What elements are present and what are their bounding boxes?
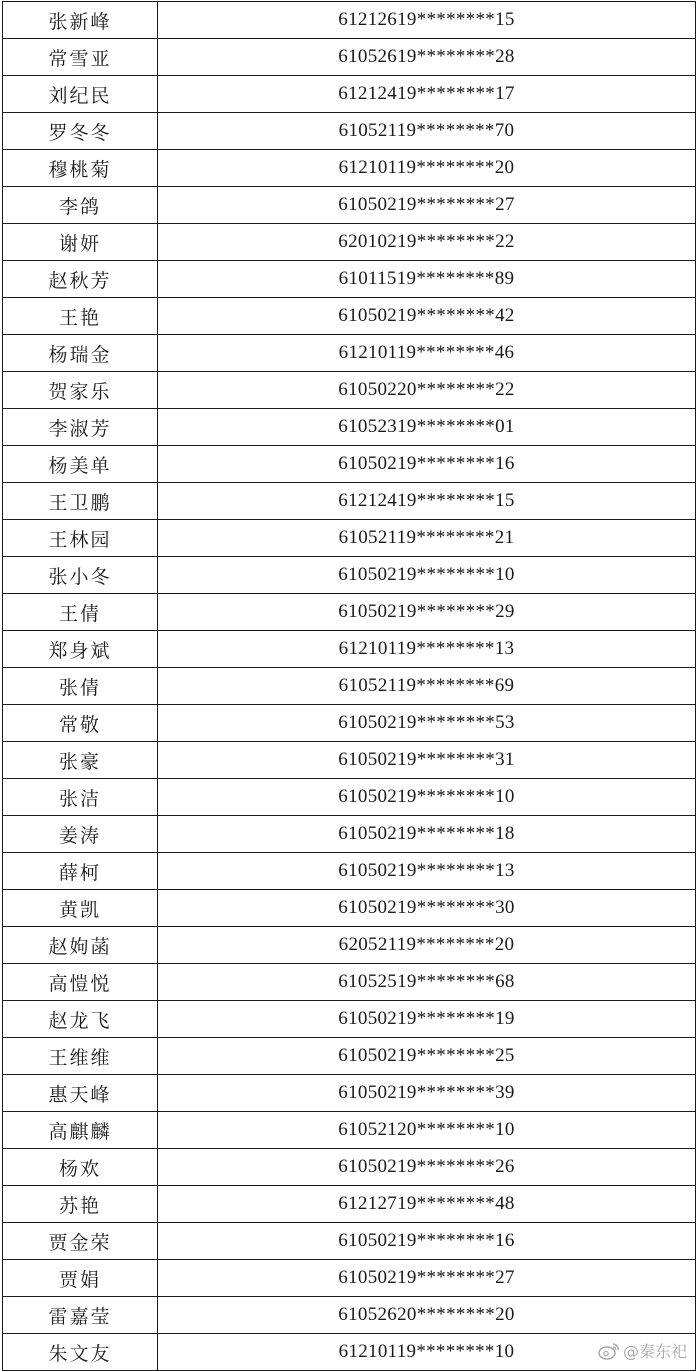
id-number-cell: 61050219********16 — [158, 1223, 696, 1260]
id-number-cell: 61050219********27 — [158, 187, 696, 224]
id-number-cell: 61210119********10 — [158, 1334, 696, 1371]
id-number-cell: 61050219********26 — [158, 1149, 696, 1186]
name-cell: 李鸽 — [3, 187, 158, 224]
name-cell: 高麒麟 — [3, 1112, 158, 1149]
table-row — [3, 298, 696, 335]
table-row — [3, 1297, 696, 1334]
id-number-cell: 62010219********22 — [158, 224, 696, 261]
name-cell: 王倩 — [3, 594, 158, 631]
name-cell: 王林园 — [3, 520, 158, 557]
id-number-cell: 61210119********46 — [158, 335, 696, 372]
table-row — [3, 409, 696, 446]
table-row — [3, 927, 696, 964]
name-cell: 谢妍 — [3, 224, 158, 261]
id-number-cell: 61050219********19 — [158, 1001, 696, 1038]
table-row — [3, 779, 696, 816]
table-row — [3, 705, 696, 742]
table-row — [3, 1038, 696, 1075]
id-number-cell: 61212419********17 — [158, 76, 696, 113]
id-number-cell: 62052119********20 — [158, 927, 696, 964]
name-cell: 朱文友 — [3, 1334, 158, 1371]
name-cell: 张洁 — [3, 779, 158, 816]
name-cell: 常敬 — [3, 705, 158, 742]
name-cell: 张新峰 — [3, 2, 158, 39]
roster-table-body — [3, 2, 696, 1371]
table-row — [3, 853, 696, 890]
id-number-cell: 61050219********13 — [158, 853, 696, 890]
id-number-cell: 61050219********31 — [158, 742, 696, 779]
table-row — [3, 1260, 696, 1297]
name-cell: 王卫鹏 — [3, 483, 158, 520]
table-row — [3, 335, 696, 372]
table-row — [3, 372, 696, 409]
name-cell: 张倩 — [3, 668, 158, 705]
name-cell: 薛柯 — [3, 853, 158, 890]
table-row — [3, 520, 696, 557]
roster-table — [2, 1, 696, 1371]
table-row — [3, 1334, 696, 1371]
id-number-cell: 61210119********20 — [158, 150, 696, 187]
table-row — [3, 668, 696, 705]
table-row — [3, 1112, 696, 1149]
id-number-cell: 61050219********18 — [158, 816, 696, 853]
watermark — [598, 1339, 687, 1362]
table-row — [3, 557, 696, 594]
name-cell: 赵秋芳 — [3, 261, 158, 298]
name-cell: 杨美单 — [3, 446, 158, 483]
id-number-cell: 61052619********28 — [158, 39, 696, 76]
id-number-cell: 61052119********21 — [158, 520, 696, 557]
name-cell: 郑身斌 — [3, 631, 158, 668]
id-number-cell: 61050219********29 — [158, 594, 696, 631]
table-row — [3, 150, 696, 187]
table-row — [3, 187, 696, 224]
id-number-cell: 61212619********15 — [158, 2, 696, 39]
name-cell: 杨瑞金 — [3, 335, 158, 372]
name-cell: 贺家乐 — [3, 372, 158, 409]
id-number-cell: 61210119********13 — [158, 631, 696, 668]
name-cell: 贾娟 — [3, 1260, 158, 1297]
name-cell: 常雪亚 — [3, 39, 158, 76]
id-number-cell: 61050219********10 — [158, 779, 696, 816]
table-row — [3, 39, 696, 76]
id-number-cell: 61011519********89 — [158, 261, 696, 298]
name-cell: 赵龙飞 — [3, 1001, 158, 1038]
name-cell: 黄凯 — [3, 890, 158, 927]
id-number-cell: 61052119********70 — [158, 113, 696, 150]
watermark-text: @秦东祀 — [622, 1342, 687, 1361]
table-row — [3, 594, 696, 631]
id-number-cell: 61052519********68 — [158, 964, 696, 1001]
id-number-cell: 61050219********25 — [158, 1038, 696, 1075]
name-cell: 苏艳 — [3, 1186, 158, 1223]
table-row — [3, 446, 696, 483]
table-row — [3, 261, 696, 298]
name-cell: 刘纪民 — [3, 76, 158, 113]
table-row — [3, 1001, 696, 1038]
id-number-cell: 61050219********10 — [158, 557, 696, 594]
name-cell: 高愷悦 — [3, 964, 158, 1001]
table-row — [3, 1075, 696, 1112]
name-cell: 张豪 — [3, 742, 158, 779]
name-cell: 惠天峰 — [3, 1075, 158, 1112]
id-number-cell: 61050219********39 — [158, 1075, 696, 1112]
id-number-cell: 61050220********22 — [158, 372, 696, 409]
table-row — [3, 816, 696, 853]
id-number-cell: 61050219********27 — [158, 1260, 696, 1297]
id-number-cell: 61052319********01 — [158, 409, 696, 446]
id-number-cell: 61050219********16 — [158, 446, 696, 483]
name-cell: 王艳 — [3, 298, 158, 335]
table-row — [3, 113, 696, 150]
table-row — [3, 1186, 696, 1223]
id-number-cell: 61050219********53 — [158, 705, 696, 742]
table-row — [3, 964, 696, 1001]
name-cell: 贾金荣 — [3, 1223, 158, 1260]
id-number-cell: 61050219********42 — [158, 298, 696, 335]
name-cell: 杨欢 — [3, 1149, 158, 1186]
name-cell: 姜涛 — [3, 816, 158, 853]
id-number-cell: 61050219********30 — [158, 890, 696, 927]
id-number-cell: 61052120********10 — [158, 1112, 696, 1149]
table-row — [3, 1149, 696, 1186]
table-row — [3, 1223, 696, 1260]
name-cell: 雷嘉莹 — [3, 1297, 158, 1334]
id-number-cell: 61052119********69 — [158, 668, 696, 705]
table-row — [3, 742, 696, 779]
table-row — [3, 76, 696, 113]
table-row — [3, 483, 696, 520]
id-number-cell: 61052620********20 — [158, 1297, 696, 1334]
weibo-icon — [598, 1342, 620, 1360]
name-cell: 张小冬 — [3, 557, 158, 594]
name-cell: 李淑芳 — [3, 409, 158, 446]
name-cell: 穆桃菊 — [3, 150, 158, 187]
name-cell: 罗冬冬 — [3, 113, 158, 150]
id-number-cell: 61212419********15 — [158, 483, 696, 520]
table-row — [3, 631, 696, 668]
table-row — [3, 890, 696, 927]
id-number-cell: 61212719********48 — [158, 1186, 696, 1223]
table-row — [3, 2, 696, 39]
name-cell: 赵姁菡 — [3, 927, 158, 964]
name-cell: 王维维 — [3, 1038, 158, 1075]
table-row — [3, 224, 696, 261]
